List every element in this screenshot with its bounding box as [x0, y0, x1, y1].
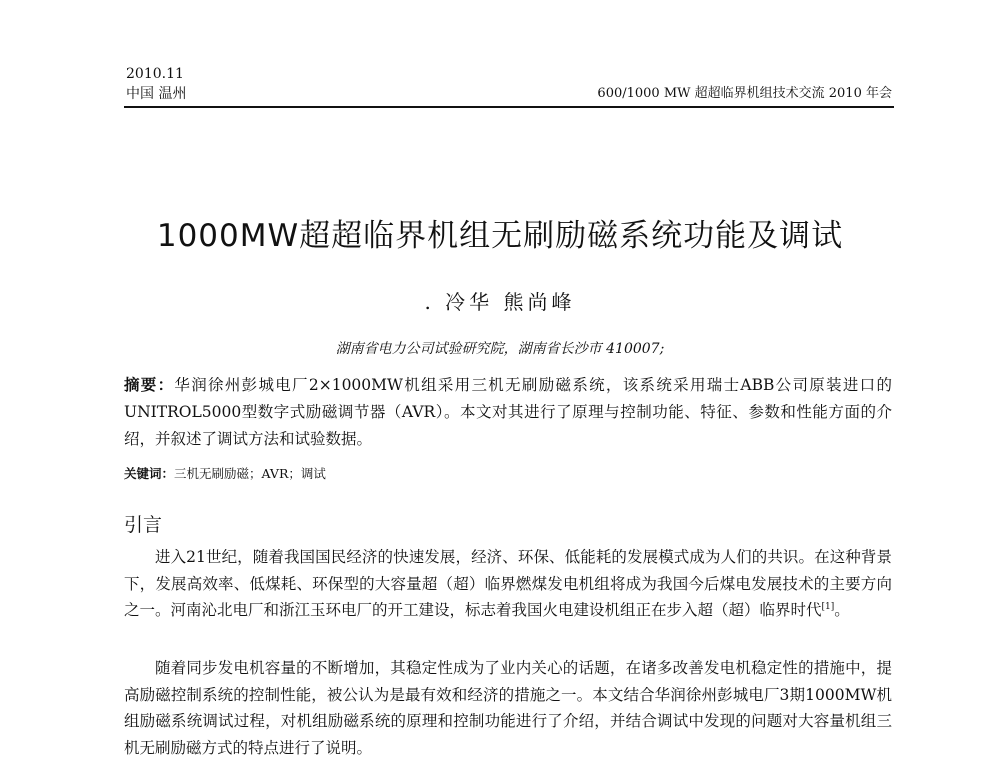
intro-paragraph-1-end: 。: [834, 601, 850, 619]
header-left: [126, 64, 186, 104]
abstract: [124, 372, 892, 453]
intro-paragraph-1-text: 进入21世纪，随着我国国民经济的快速发展，经济、环保、低能耗的发展模式成为人们的共识。在这种背景下，发展高效率、低煤耗、环保型的大容量超（超）临界燃煤发电机组将成为我国今后煤电发展技术的主要方向之一。河南沁北电厂和浙江玉环电厂的开工建设，标志着我国火电建设机组正在步入超（超）临界时代: [124, 548, 892, 619]
intro-paragraph-2: 随着同步发电机容量的不断增加，其稳定性成为了业内关心的话题，在诸多改善发电机稳定性的措施中，提高励磁控制系统的控制性能，被公认为是最有效和经济的措施之一。本文结合华润徐州彭城电厂3期1000MW机组励磁系统调试过程，对机组励磁系统的原理和控制功能进行了介绍，并结合调试中发现的问题对大容量机组三机无刷励磁方式的特点进行了说明。: [124, 659, 892, 757]
section-heading-introduction: 引言: [124, 514, 163, 536]
abstract-label: 摘要：: [124, 376, 175, 394]
intro-paragraph-1: [124, 544, 892, 624]
keywords: [124, 464, 892, 484]
citation-ref: [1]: [821, 601, 835, 612]
header-conference: 600/1000 MW 超超临界机组技术交流 2010 年会: [597, 86, 892, 101]
header-date: 2010.11: [126, 66, 184, 82]
paper-affiliation: 湖南省电力公司试验研究院，湖南省长沙市 410007;: [335, 341, 665, 357]
abstract-text: 华润徐州彭城电厂2×1000MW机组采用三机无刷励磁系统，该系统采用瑞士ABB公司原装进口的UNITROL5000型数字式励磁调节器（AVR）。本文对其进行了原理与控制功能、特征、参数和性能方面的介绍，并叙述了调试方法和试验数据。: [124, 376, 892, 448]
header-location: 中国 温州: [126, 86, 187, 102]
keywords-text: 三机无刷励磁；AVR；调试: [174, 466, 326, 481]
paper-authors: . 冷华 熊尚峰: [424, 290, 576, 314]
keywords-label: 关键词：: [124, 466, 175, 481]
header-rule: [124, 106, 894, 108]
paper-title: 1000MW超超临界机组无刷励磁系统功能及调试: [156, 218, 844, 254]
